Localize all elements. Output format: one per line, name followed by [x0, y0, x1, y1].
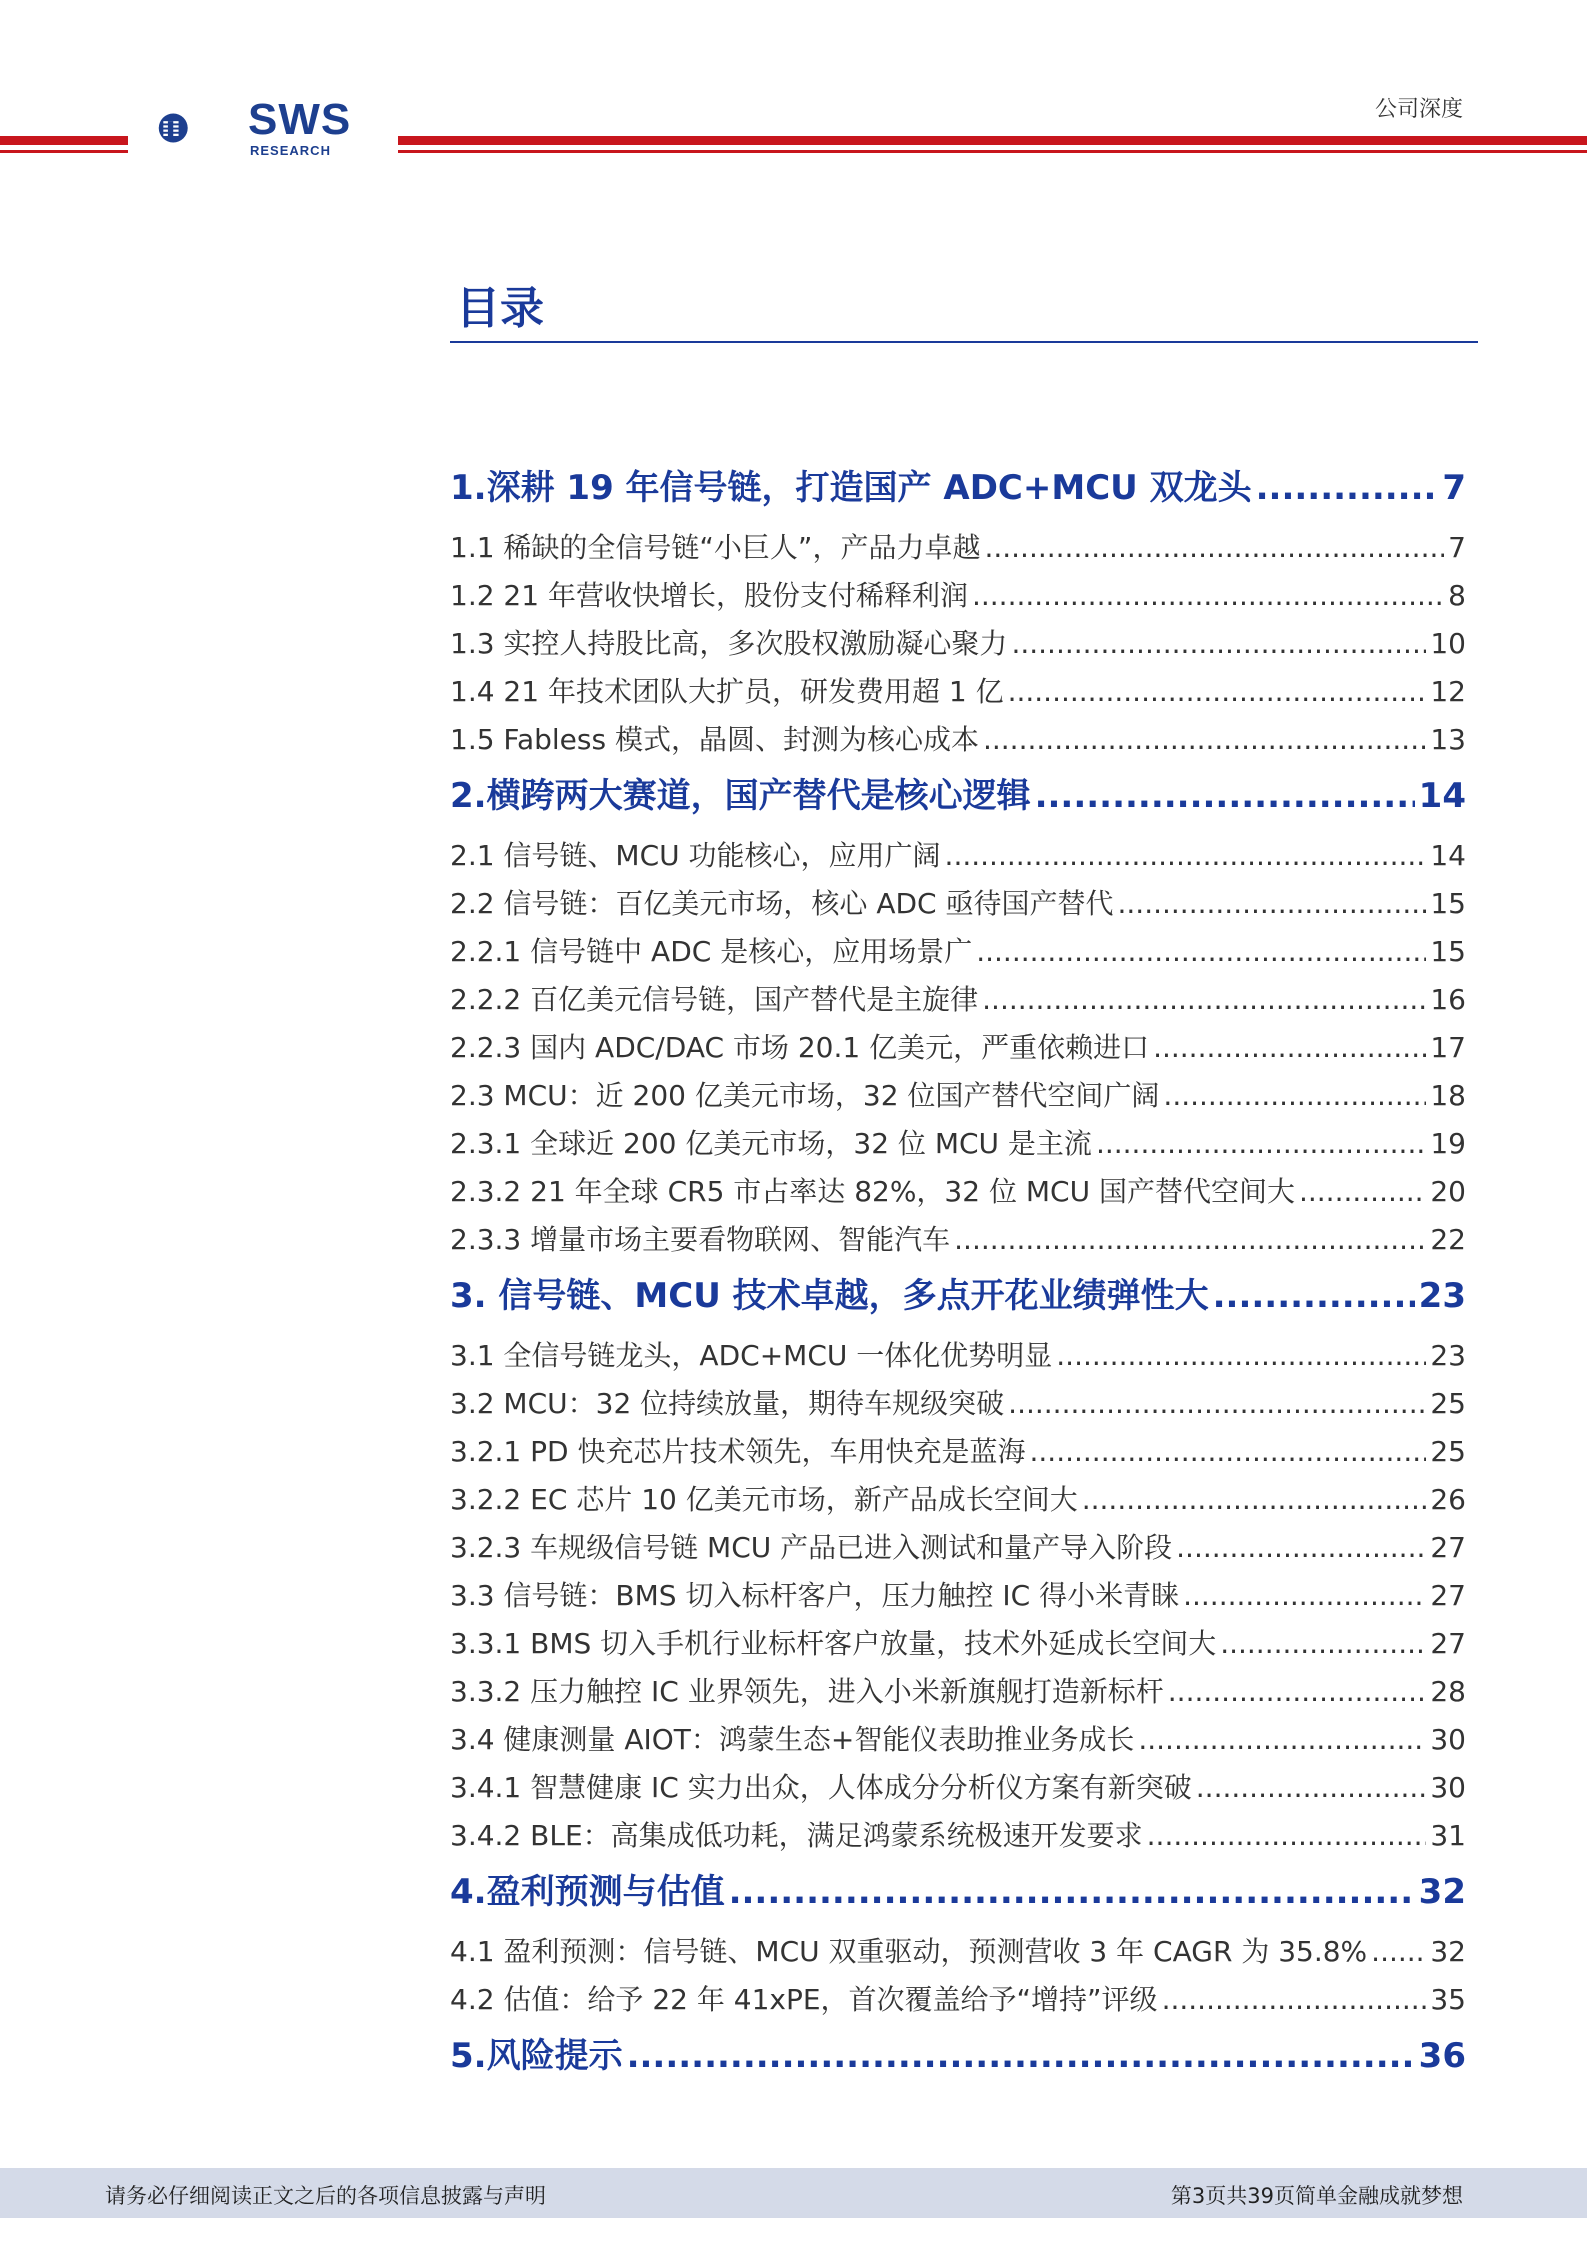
- footer-page-info: 第3页共39页简单金融成就梦想: [1170, 2184, 1463, 2208]
- toc-leader-dots: [1008, 668, 1427, 716]
- toc-entry-page: 36: [1418, 2036, 1466, 2076]
- toc-leader-dots: [972, 572, 1444, 620]
- header-rule-right-thin: [398, 150, 1587, 153]
- toc-leader-dots: [982, 976, 1426, 1024]
- toc-entry-page: 27: [1430, 1627, 1466, 1660]
- toc-section-entry[interactable]: [450, 2032, 1466, 2080]
- header-rule-right: [398, 136, 1587, 145]
- toc-entry-label: 3.3.1 BMS 切入手机行业标杆客户放量，技术外延成长空间大: [450, 1627, 1217, 1660]
- toc-leader-dots: [1118, 880, 1427, 928]
- toc-entry-label: 1.1 稀缺的全信号链“小巨人”，产品力卓越: [450, 531, 981, 564]
- toc-subsection-entry[interactable]: [450, 716, 1466, 764]
- toc-subsection-entry[interactable]: [450, 1428, 1466, 1476]
- toc-entry-page: 20: [1430, 1175, 1466, 1208]
- toc-entry-page: 15: [1430, 887, 1466, 920]
- toc-entry-label: 1.4 21 年技术团队大扩员，研发费用超 1 亿: [450, 675, 1004, 708]
- toc-section-entry[interactable]: [450, 1272, 1466, 1320]
- toc-leader-dots: [984, 524, 1444, 572]
- toc-entry-page: 12: [1430, 675, 1466, 708]
- toc-subsection-entry[interactable]: [450, 1168, 1466, 1216]
- toc-entry-label: 1.2 21 年营收快增长，股份支付稀释利润: [450, 579, 968, 612]
- title-divider: [450, 341, 1478, 343]
- toc-entry-label: 4.2 估值：给予 22 年 41xPE，首次覆盖给予“增持”评级: [450, 1983, 1158, 2016]
- toc-entry-label: 3.3.2 压力触控 IC 业界领先，进入小米新旗舰打造新标杆: [450, 1675, 1164, 1708]
- toc-entry-label: 2.2.3 国内 ADC/DAC 市场 20.1 亿美元，严重依赖进口: [450, 1031, 1150, 1064]
- toc-entry-label: 3.2.2 EC 芯片 10 亿美元市场，新产品成长空间大: [450, 1483, 1078, 1516]
- toc-leader-dots: [1082, 1476, 1427, 1524]
- toc-subsection-entry[interactable]: [450, 1812, 1466, 1860]
- toc-leader-dots: [1162, 1976, 1427, 2024]
- toc-entry-page: 26: [1430, 1483, 1466, 1516]
- toc-leader-dots: [983, 716, 1426, 764]
- toc-entry-page: 32: [1418, 1872, 1466, 1912]
- toc-entry-page: 17: [1430, 1031, 1466, 1064]
- toc-subsection-entry[interactable]: [450, 1716, 1466, 1764]
- toc-entry-label: 3.2 MCU：32 位持续放量，期待车规级突破: [450, 1387, 1005, 1420]
- toc-entry-page: 15: [1430, 935, 1466, 968]
- toc-entry-label: 2.3 MCU：近 200 亿美元市场，32 位国产替代空间广阔: [450, 1079, 1160, 1112]
- toc-entry-label: 5.风险提示: [450, 2036, 623, 2076]
- page-title: 目录: [456, 283, 544, 334]
- logo-text: SWS: [248, 95, 352, 144]
- toc-subsection-entry[interactable]: [450, 928, 1466, 976]
- toc-entry-page: 14: [1430, 839, 1466, 872]
- toc-entry-label: 1.5 Fabless 模式，晶圆、封测为核心成本: [450, 723, 979, 756]
- toc-subsection-entry[interactable]: [450, 1476, 1466, 1524]
- header-rule-left: [0, 136, 128, 145]
- toc-entry-label: 2.横跨两大赛道，国产替代是核心逻辑: [450, 776, 1031, 816]
- toc-entry-page: 8: [1448, 579, 1466, 612]
- toc-entry-label: 3.2.1 PD 快充芯片技术领先，车用快充是蓝海: [450, 1435, 1026, 1468]
- toc-entry-page: 23: [1430, 1339, 1466, 1372]
- toc-entry-label: 2.3.3 增量市场主要看物联网、智能汽车: [450, 1223, 951, 1256]
- toc-leader-dots: [1008, 1380, 1426, 1428]
- toc-entry-label: 4.1 盈利预测：信号链、MCU 双重驱动，预测营收 3 年 CAGR 为 35.8%: [450, 1935, 1368, 1968]
- toc-leader-dots: [1256, 464, 1439, 512]
- toc-entry-page: 14: [1418, 776, 1466, 816]
- toc-subsection-entry[interactable]: [450, 976, 1466, 1024]
- toc-entry-label: 2.2.1 信号链中 ADC 是核心，应用场景广: [450, 935, 973, 968]
- toc-entry-page: 25: [1430, 1435, 1466, 1468]
- toc-leader-dots: [1030, 1428, 1427, 1476]
- toc-entry-label: 3.2.3 车规级信号链 MCU 产品已进入测试和量产导入阶段: [450, 1531, 1173, 1564]
- toc-leader-dots: [1056, 1332, 1426, 1380]
- toc-leader-dots: [1196, 1764, 1427, 1812]
- toc-entry-label: 2.2.2 百亿美元信号链，国产替代是主旋律: [450, 983, 979, 1016]
- toc-leader-dots: [976, 928, 1426, 976]
- toc-entry-page: 10: [1430, 627, 1466, 660]
- toc-leader-dots: [1147, 1812, 1427, 1860]
- toc-leader-dots: [1168, 1668, 1427, 1716]
- sws-logo-icon: [158, 88, 238, 168]
- toc-entry-page: 23: [1418, 1276, 1466, 1316]
- toc-subsection-entry[interactable]: [450, 1072, 1466, 1120]
- toc-subsection-entry[interactable]: [450, 832, 1466, 880]
- toc-entry-label: 3.4 健康测量 AIOT：鸿蒙生态+智能仪表助推业务成长: [450, 1723, 1135, 1756]
- toc-entry-label: 3.4.1 智慧健康 IC 实力出众，人体成分分析仪方案有新突破: [450, 1771, 1192, 1804]
- toc-entry-label: 3.3 信号链：BMS 切入标杆客户，压力触控 IC 得小米青睐: [450, 1579, 1180, 1612]
- toc-leader-dots: [1011, 620, 1426, 668]
- toc-subsection-entry[interactable]: [450, 1216, 1466, 1264]
- toc-entry-page: 7: [1448, 531, 1466, 564]
- toc-entry-page: 7: [1442, 468, 1466, 508]
- report-type-tag: 公司深度: [1374, 97, 1463, 122]
- toc-entry-page: 25: [1430, 1387, 1466, 1420]
- toc-entry-page: 16: [1430, 983, 1466, 1016]
- toc-leader-dots: [1299, 1168, 1426, 1216]
- toc-subsection-entry[interactable]: [450, 880, 1466, 928]
- toc-subsection-entry[interactable]: [450, 1620, 1466, 1668]
- toc-subsection-entry[interactable]: [450, 1380, 1466, 1428]
- logo-subtext: RESEARCH: [250, 143, 331, 158]
- toc-subsection-entry[interactable]: [450, 1524, 1466, 1572]
- toc-entry-label: 2.3.1 全球近 200 亿美元市场，32 位 MCU 是主流: [450, 1127, 1092, 1160]
- toc-entry-page: 19: [1430, 1127, 1466, 1160]
- toc-leader-dots: [1035, 772, 1415, 820]
- toc-leader-dots: [1176, 1524, 1426, 1572]
- toc-entry-page: 31: [1430, 1819, 1466, 1852]
- toc-entry-label: 2.2 信号链：百亿美元市场，核心 ADC 亟待国产替代: [450, 887, 1114, 920]
- toc-leader-dots: [729, 1868, 1415, 1916]
- toc-leader-dots: [1371, 1928, 1426, 1976]
- toc-subsection-entry[interactable]: [450, 1764, 1466, 1812]
- toc-entry-page: 30: [1430, 1771, 1466, 1804]
- toc-entry-page: 27: [1430, 1531, 1466, 1564]
- toc-leader-dots: [1153, 1024, 1426, 1072]
- toc-subsection-entry[interactable]: [450, 1572, 1466, 1620]
- toc-subsection-entry[interactable]: [450, 668, 1466, 716]
- toc-entry-label: 4.盈利预测与估值: [450, 1872, 725, 1912]
- toc-leader-dots: [945, 832, 1427, 880]
- toc-subsection-entry[interactable]: [450, 1928, 1466, 1976]
- toc-subsection-entry[interactable]: [450, 620, 1466, 668]
- toc-leader-dots: [1138, 1716, 1426, 1764]
- toc-entry-label: 1.深耕 19 年信号链，打造国产 ADC+MCU 双龙头: [450, 468, 1252, 508]
- toc-entry-page: 27: [1430, 1579, 1466, 1612]
- toc-entry-page: 28: [1430, 1675, 1466, 1708]
- toc-subsection-entry[interactable]: [450, 1024, 1466, 1072]
- toc-entry-label: 2.1 信号链、MCU 功能核心，应用广阔: [450, 839, 941, 872]
- toc-leader-dots: [954, 1216, 1426, 1264]
- toc-section-entry[interactable]: [450, 772, 1466, 820]
- toc-entry-label: 2.3.2 21 年全球 CR5 市占率达 82%，32 位 MCU 国产替代空间大: [450, 1175, 1295, 1208]
- toc-subsection-entry[interactable]: [450, 1332, 1466, 1380]
- toc-entry-page: 30: [1430, 1723, 1466, 1756]
- toc-entry-page: 35: [1430, 1983, 1466, 2016]
- toc-entry-page: 32: [1430, 1935, 1466, 1968]
- toc-subsection-entry[interactable]: [450, 1976, 1466, 2024]
- toc-leader-dots: [1096, 1120, 1426, 1168]
- toc-leader-dots: [1163, 1072, 1426, 1120]
- toc-entry-label: 3.4.2 BLE：高集成低功耗，满足鸿蒙系统极速开发要求: [450, 1819, 1143, 1852]
- toc-subsection-entry[interactable]: [450, 1120, 1466, 1168]
- toc-entry-label: 3. 信号链、MCU 技术卓越，多点开花业绩弹性大: [450, 1276, 1209, 1316]
- toc-leader-dots: [1213, 1272, 1415, 1320]
- toc-section-entry[interactable]: [450, 464, 1466, 512]
- toc-entry-label: 3.1 全信号链龙头，ADC+MCU 一体化优势明显: [450, 1339, 1053, 1372]
- header-rule-left-thin: [0, 150, 128, 153]
- toc-leader-dots: [627, 2032, 1415, 2080]
- toc-leader-dots: [1220, 1620, 1426, 1668]
- toc-entry-page: 22: [1430, 1223, 1466, 1256]
- toc-leader-dots: [1183, 1572, 1426, 1620]
- toc-entry-page: 18: [1430, 1079, 1466, 1112]
- toc-section-entry[interactable]: [450, 1868, 1466, 1916]
- footer-disclaimer: 请务必仔细阅读正文之后的各项信息披露与声明: [105, 2184, 546, 2208]
- table-of-contents: [450, 464, 1466, 2092]
- toc-subsection-entry[interactable]: [450, 1668, 1466, 1716]
- toc-subsection-entry[interactable]: [450, 524, 1466, 572]
- toc-entry-label: 1.3 实控人持股比高，多次股权激励凝心聚力: [450, 627, 1008, 660]
- toc-entry-page: 13: [1430, 723, 1466, 756]
- toc-subsection-entry[interactable]: [450, 572, 1466, 620]
